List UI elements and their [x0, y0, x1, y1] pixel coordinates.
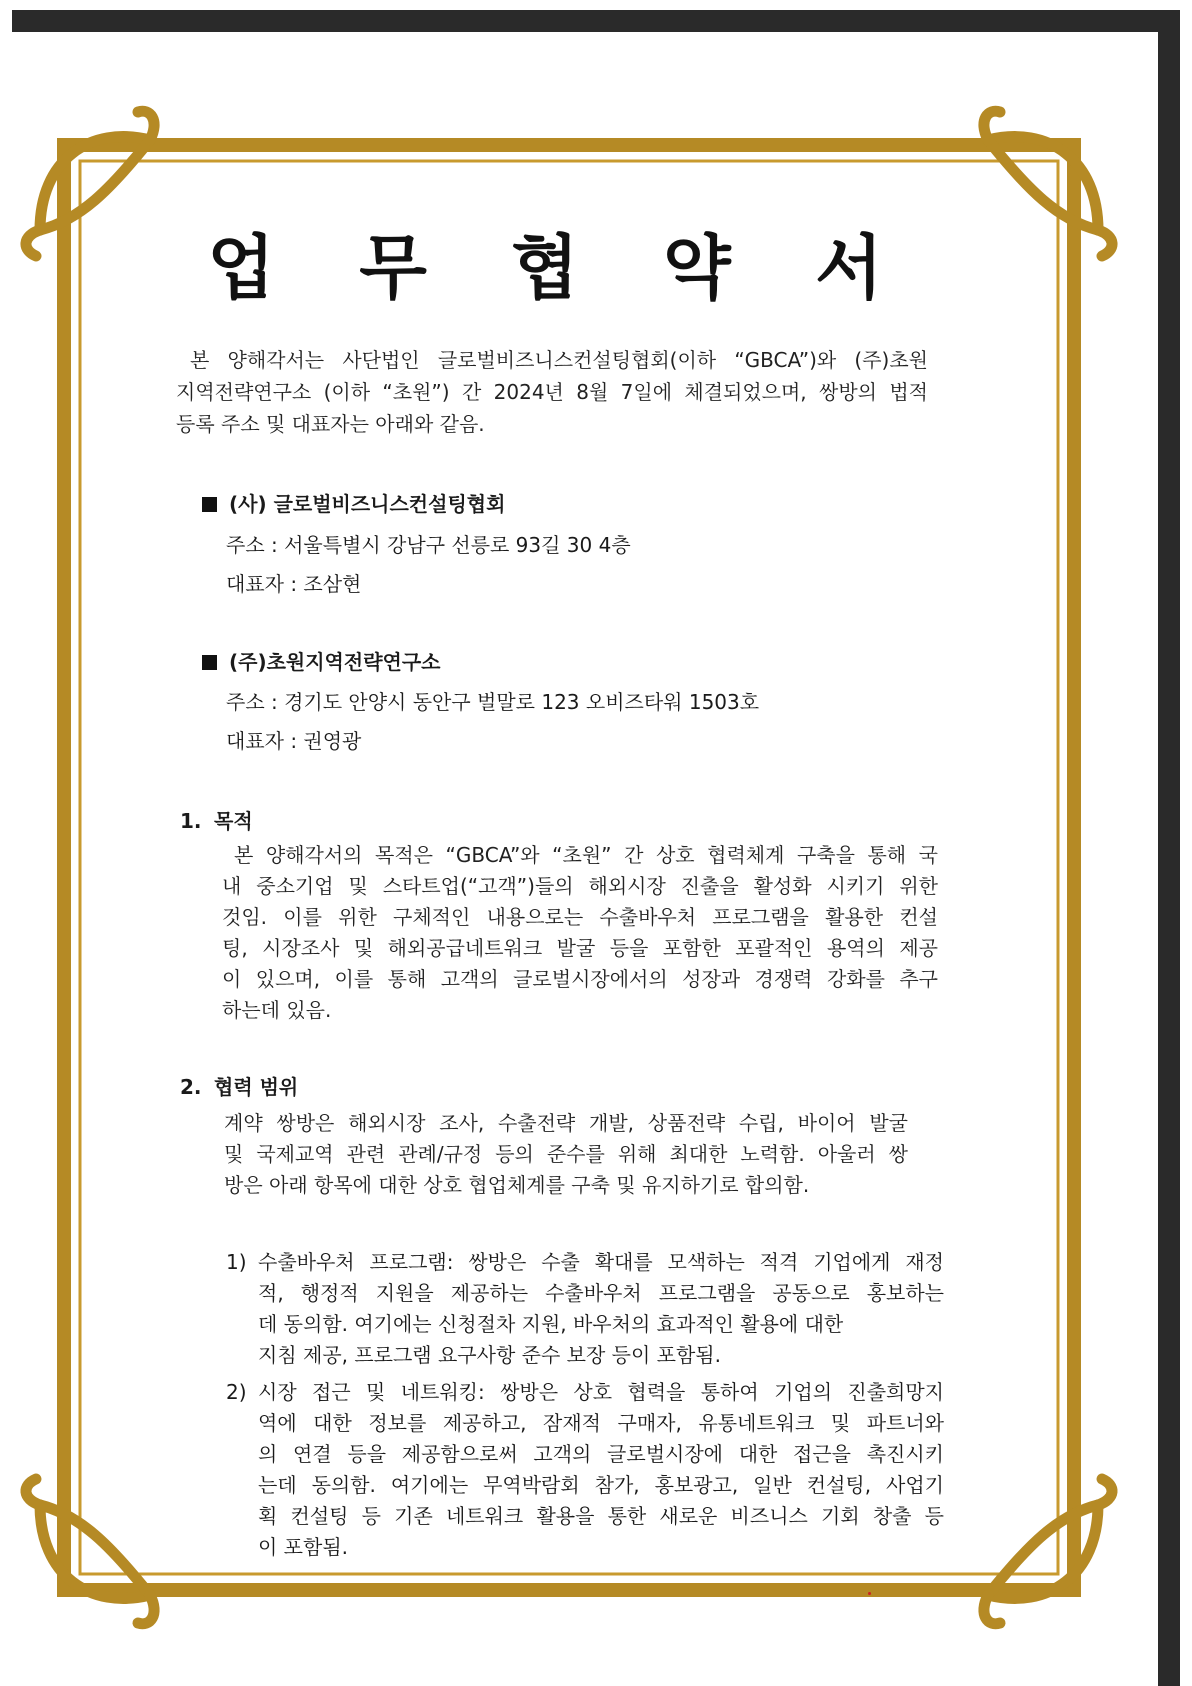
section-1-body — [222, 840, 938, 1026]
intro-line: 등록 주소 및 대표자는 아래와 같음. — [176, 412, 485, 436]
section-2-heading: 2. 협력 범위 — [180, 1075, 299, 1099]
intro-paragraph — [176, 344, 928, 440]
item-1-line: 지침 제공, 프로그램 요구사항 준수 보장 등이 포함됨. — [258, 1343, 721, 1367]
scope-item-2 — [226, 1377, 944, 1563]
section-2-body — [224, 1108, 908, 1201]
party-1-representative: 대표자 : 조삼현 — [226, 572, 362, 596]
section-number: 2. — [180, 1075, 202, 1099]
section-1-line: 팅, 시장조사 및 해외공급네트워크 발굴 등을 포함한 포괄적인 용역의 제공 — [222, 936, 938, 960]
section-1-line: 것임. 이를 위한 구체적인 내용으로는 수출바우처 프로그램을 활용한 컨설 — [222, 905, 938, 929]
item-marker: 2) — [226, 1380, 247, 1404]
item-2-line: 역에 대한 정보를 제공하고, 잠재적 구매자, 유통네트워크 및 파트너와 — [258, 1411, 944, 1435]
section-1-line: 본 양해각서의 목적은 “GBCA”와 “초원” 간 상호 협력체계 구축을 통해 국 — [234, 843, 938, 867]
section-2-line: 방은 아래 항목에 대한 상호 협업체계를 구축 및 유지하기로 합의함. — [224, 1173, 810, 1197]
item-2-line: 획 컨설팅 등 기존 네트워크 활용을 통한 새로운 비즈니스 기회 창출 등 — [258, 1504, 944, 1528]
party-1-name: (사) 글로벌비즈니스컨설팅협회 — [202, 488, 505, 517]
intro-line: 본 양해각서는 사단법인 글로벌비즈니스컨설팅협회(이하 “GBCA”)와 (주)초원 — [190, 348, 928, 372]
scope-item-1 — [226, 1247, 944, 1371]
item-1-line: 데 동의함. 여기에는 신청절차 지원, 바우처의 효과적인 활용에 대한 — [258, 1312, 844, 1336]
corner-ornament-bottom-right — [984, 1479, 1112, 1624]
item-2-line: 는데 동의함. 여기에는 무역박람회 참가, 홍보광고, 일반 컨설팅, 사업기 — [258, 1473, 944, 1497]
section-1-line: 하는데 있음. — [222, 998, 332, 1022]
square-bullet-icon — [202, 497, 217, 512]
document-title: 업 무 협 약 서 — [207, 227, 913, 309]
item-1-line: 적, 행정적 지원을 제공하는 수출바우처 프로그램을 공동으로 홍보하는 — [258, 1281, 944, 1305]
corner-ornament-bottom-left — [26, 1479, 154, 1624]
section-1-heading: 1. 목적 — [180, 809, 253, 833]
section-2-line: 및 국제교역 관련 관례/규정 등의 준수를 위해 최대한 노력함. 아울러 쌍 — [224, 1142, 908, 1166]
section-2-line: 계약 쌍방은 해외시장 조사, 수출전략 개발, 상품전략 수립, 바이어 발굴 — [224, 1111, 908, 1135]
item-marker: 1) — [226, 1250, 247, 1274]
party-1-address: 주소 : 서울특별시 강남구 선릉로 93길 30 4층 — [226, 533, 631, 557]
item-1-line: 수출바우처 프로그램: 쌍방은 수출 확대를 모색하는 적격 기업에게 재정 — [258, 1250, 944, 1274]
party-2-address: 주소 : 경기도 안양시 동안구 벌말로 123 오비즈타워 1503호 — [226, 690, 760, 714]
item-2-line: 의 연결 등을 제공함으로써 고객의 글로벌시장에 대한 접근을 촉진시키 — [258, 1442, 944, 1466]
section-number: 1. — [180, 809, 202, 833]
scan-speck — [868, 1592, 871, 1595]
item-2-line: 시장 접근 및 네트워킹: 쌍방은 상호 협력을 통하여 기업의 진출희망지 — [258, 1380, 944, 1404]
section-1-line: 내 중소기업 및 스타트업(“고객”)들의 해외시장 진출을 활성화 시키기 위한 — [222, 874, 938, 898]
item-2-line: 이 포함됨. — [258, 1535, 348, 1559]
intro-line: 지역전략연구소 (이하 “초원”) 간 2024년 8월 7일에 체결되었으며, 쌍방의 법적 — [176, 380, 928, 404]
party-2-representative: 대표자 : 권영광 — [226, 729, 362, 753]
square-bullet-icon — [202, 655, 217, 670]
section-1-line: 이 있으며, 이를 통해 고객의 글로벌시장에서의 성장과 경쟁력 강화를 추구 — [222, 967, 938, 991]
party-2-name: (주)초원지역전략연구소 — [202, 646, 440, 675]
